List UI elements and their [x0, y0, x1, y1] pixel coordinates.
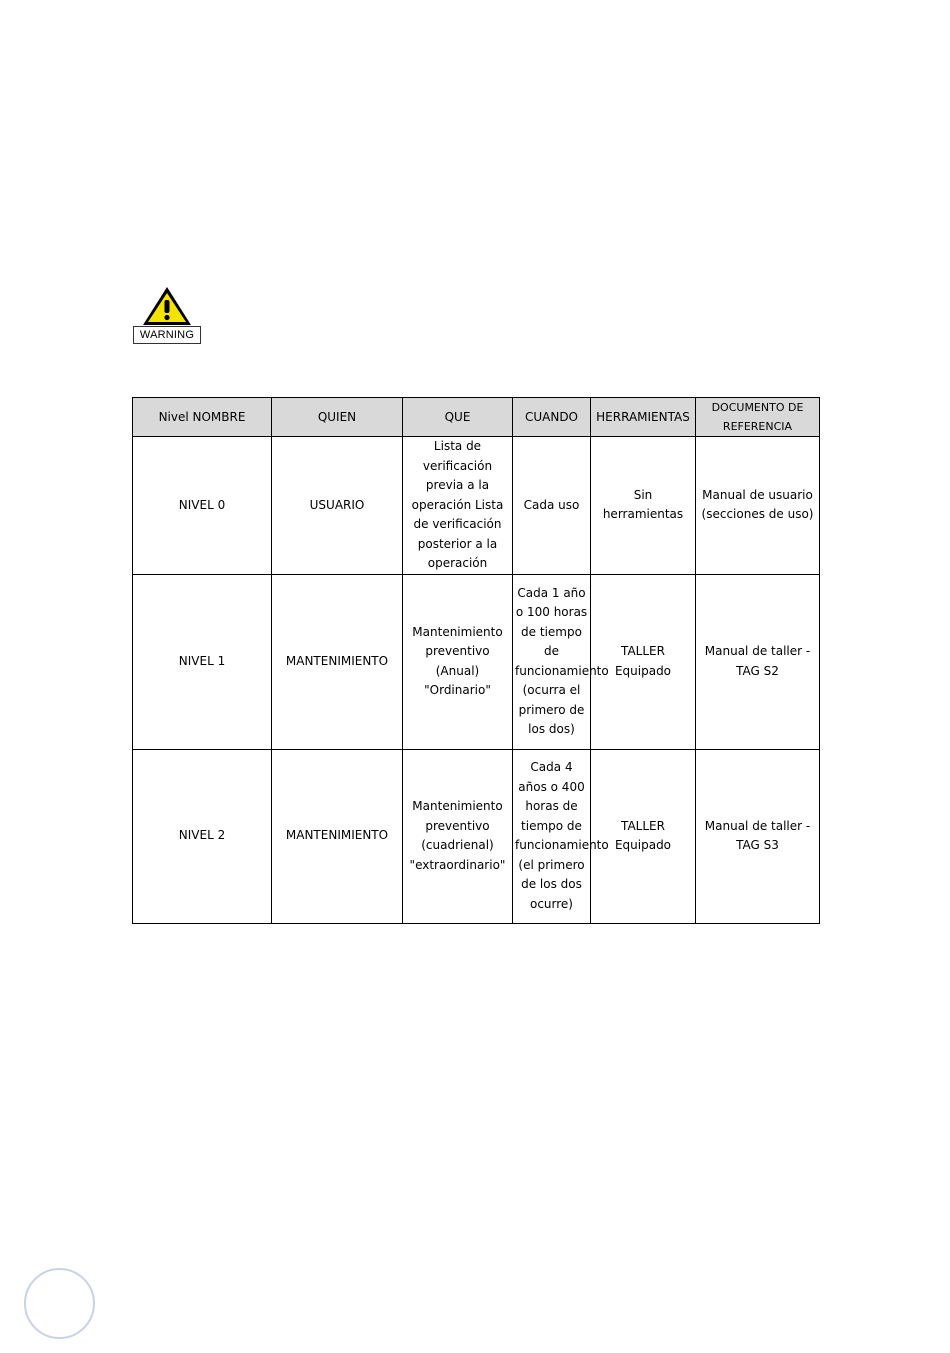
table-row — [133, 574, 820, 749]
header-herramientas: HERRAMIENTAS — [591, 398, 696, 437]
maintenance-levels-table — [132, 397, 820, 924]
cell-quien: USUARIO — [272, 437, 403, 575]
header-cuando: CUANDO — [513, 398, 591, 437]
cell-herramientas: TALLER Equipado — [591, 574, 696, 749]
page-number-circle — [24, 1268, 95, 1339]
header-nivel: Nivel NOMBRE — [133, 398, 272, 437]
cell-nivel: NIVEL 0 — [133, 437, 272, 575]
cell-documento: Manual de usuario (secciones de uso) — [696, 437, 820, 575]
warning-label: WARNING — [133, 326, 201, 344]
warning-sign — [133, 285, 203, 347]
cell-que: Mantenimiento preventivo (cuadrienal) "extraordinario" — [403, 749, 513, 923]
cell-herramientas: Sin herramientas — [591, 437, 696, 575]
cell-quien: MANTENIMIENTO — [272, 749, 403, 923]
cell-cuando: Cada 1 año o 100 horas de tiempo de funcionamiento (ocurra el primero de los dos) — [513, 574, 591, 749]
cell-herramientas: TALLER Equipado — [591, 749, 696, 923]
cell-cuando: Cada uso — [513, 437, 591, 575]
table-header-row — [133, 398, 820, 437]
cell-cuando: Cada 4 años o 400 horas de tiempo de funcionamiento (el primero de los dos ocurre) — [513, 749, 591, 923]
header-que: QUE — [403, 398, 513, 437]
cell-que: Mantenimiento preventivo (Anual) "Ordinario" — [403, 574, 513, 749]
cell-nivel: NIVEL 1 — [133, 574, 272, 749]
header-quien: QUIEN — [272, 398, 403, 437]
cell-quien: MANTENIMIENTO — [272, 574, 403, 749]
cell-documento: Manual de taller - TAG S3 — [696, 749, 820, 923]
header-documento: DOCUMENTO DE REFERENCIA — [696, 398, 820, 437]
cell-documento: Manual de taller - TAG S2 — [696, 574, 820, 749]
warning-triangle-icon — [133, 285, 203, 327]
cell-nivel: NIVEL 2 — [133, 749, 272, 923]
table-row — [133, 437, 820, 575]
cell-que: Lista de verificación previa a la operación Lista de verificación posterior a la operación — [403, 437, 513, 575]
table-row — [133, 749, 820, 923]
